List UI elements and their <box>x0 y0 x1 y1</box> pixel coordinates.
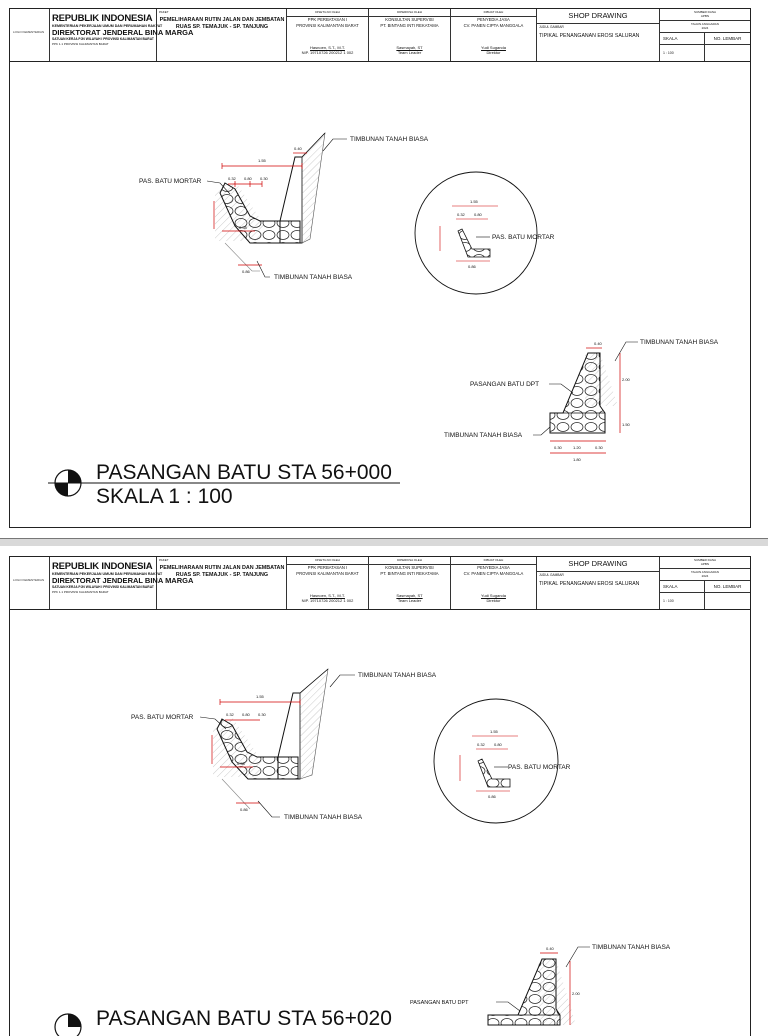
sheet-frame <box>9 556 751 1036</box>
drawing-type: SHOP DRAWING <box>537 557 659 572</box>
dpt-dim-2: 2.00 <box>572 991 580 996</box>
dpt-label-pasangan-batu: PASANGAN BATU DPT <box>470 381 540 388</box>
org-title: REPUBLIK INDONESIA <box>52 13 153 24</box>
org-ministry: KEMENTERIAN PEKERJAAN UMUM DAN PERUMAHAN RAKYAT <box>52 24 163 28</box>
retaining-wall-2 <box>410 944 671 1025</box>
dim-0-58: 0.58 <box>239 225 247 230</box>
embankment-hatch <box>302 133 325 243</box>
label-timbunan-bottom: TIMBUNAN TANAH BIASA <box>284 814 363 821</box>
dim-0-30: 0.30 <box>260 176 268 181</box>
dpt-dim-0-30-right: 0.30 <box>595 445 603 450</box>
channel-section-1 <box>139 133 429 281</box>
dim-1-55: 1.55 <box>256 694 264 699</box>
checked-name: Sasmayah, ST <box>396 593 423 598</box>
drawing-title-label: JUDUL GAMBAR <box>539 25 564 29</box>
dpt-label-timbunan-top: TIMBUNAN TANAH BIASA <box>640 339 719 346</box>
title-block <box>10 9 750 62</box>
paket-cell <box>157 9 287 61</box>
dpt-dim-1-80: 1.80 <box>573 457 581 462</box>
made-role: Direktur <box>486 597 501 603</box>
checked-cell <box>369 9 451 61</box>
label-timbunan-bottom: TIMBUNAN TANAH BIASA <box>274 274 353 281</box>
dim-0-30: 0.30 <box>258 712 266 717</box>
detail-dim-0-32: 0.32 <box>477 742 485 747</box>
scale-label: SKALA <box>660 581 705 592</box>
retaining-wall-1 <box>444 339 719 462</box>
detail-dim-1-55: 1.55 <box>490 729 498 734</box>
org-ministry: KEMENTERIAN PEKERJAAN UMUM DAN PERUMAHAN RAKYAT <box>52 572 163 576</box>
made-name: Yudi Suganda <box>481 45 506 50</box>
dim-1-55: 1.55 <box>258 158 266 163</box>
detail-stone <box>458 229 490 257</box>
section-title-1 <box>48 461 400 508</box>
dim-0-32: 0.32 <box>228 176 236 181</box>
org-detail: PPK 1.1 PROVINSI KALIMANTAN BARAT <box>52 590 109 594</box>
checked-line2: PT. BINTANG INTI REKATAMA <box>380 570 439 576</box>
drawing-sheet-2 <box>0 546 768 1030</box>
drawing-title-label: JUDUL GAMBAR <box>539 573 564 577</box>
source-value: APBN <box>700 14 710 18</box>
org-title: REPUBLIK INDONESIA <box>52 561 153 572</box>
dpt-label-timbunan-top: TIMBUNAN TANAH BIASA <box>592 944 671 951</box>
made-line1: PENYEDIA JASA <box>477 565 510 570</box>
year-label: TAHUN ANGGARAN <box>691 22 719 26</box>
base-line <box>225 243 252 271</box>
detail-dim-1-55: 1.55 <box>470 199 478 204</box>
approved-line1: PPK PERBATASAN I <box>307 17 348 22</box>
made-name: Yudi Suganda <box>481 593 506 598</box>
dpt-dim-0-40: 0.40 <box>594 341 602 346</box>
channel-section-2 <box>131 669 437 821</box>
made-line1: PENYEDIA JASA <box>477 17 510 22</box>
paket-value: PEMELIHARAAN RUTIN JALAN DAN JEMBATAN RUAS SP. TEMAJUK - SP. TANJUNG <box>159 17 285 30</box>
label-pas-batu-mortar: PAS. BATU MORTAR <box>139 178 202 185</box>
logo-cell <box>10 557 50 609</box>
approved-cell <box>287 9 369 61</box>
dpt-dim-0-40: 0.40 <box>546 946 554 951</box>
approved-name: Hasnoen, S.T., M.T. <box>310 593 345 598</box>
approved-line2: PROVINSI KALIMANTAN BARAT <box>296 570 359 576</box>
made-line2: CV. PANEN CIPTA MANGGALA <box>463 570 524 576</box>
drawing-title: TIPIKAL PENANGANAN EROSI SALURAN <box>539 33 640 39</box>
made-cell <box>451 9 537 61</box>
checked-line1: KONSULTAN SUPERVISI <box>385 565 434 570</box>
title-block <box>10 557 750 610</box>
detail-dim-0-86: 0.86 <box>468 264 476 269</box>
logo-caption: LOGO KEMENTERIAN <box>13 578 45 582</box>
drawing-area <box>10 61 750 527</box>
dpt-dim-1-20: 1.20 <box>573 445 581 450</box>
sheet-label: NO. LEMBAR <box>713 36 742 41</box>
detail-label-pas-batu: PAS. BATU MORTAR <box>492 234 555 241</box>
scale-label: SKALA <box>660 33 705 44</box>
section-title-text: PASANGAN BATU STA 56+000 <box>96 461 392 484</box>
source-value: APBN <box>700 562 710 566</box>
shop-drawing-cell <box>537 9 660 61</box>
dim-0-80: 0.80 <box>242 712 250 717</box>
detail-circle <box>415 172 555 294</box>
year-value: 2024 <box>701 26 709 30</box>
paket-label: PAKET <box>159 10 169 14</box>
approved-cell <box>287 557 369 609</box>
label-timbunan-top: TIMBUNAN TANAH BIASA <box>350 136 429 143</box>
label-pas-batu-mortar: PAS. BATU MORTAR <box>131 714 194 721</box>
approved-nip: NIP. 19710726 200212 1 002 <box>301 597 354 603</box>
source-label: SUMBER DANA <box>693 558 716 562</box>
detail-circle-outline <box>434 699 558 823</box>
sheet-frame <box>9 8 751 528</box>
dim-0-58: 0.58 <box>237 761 245 766</box>
drawing-canvas-1 <box>10 61 750 527</box>
logo-caption: LOGO KEMENTERIAN <box>13 30 45 34</box>
made-line2: CV. PANEN CIPTA MANGGALA <box>463 22 524 28</box>
approved-line1: PPK PERBATASAN I <box>307 565 348 570</box>
org-unit: SATUAN KERJA PJN WILAYAH I PROVINSI KALIMANTAN BARAT <box>52 585 154 589</box>
section-scale-text: SKALA 1 : 100 <box>96 485 233 508</box>
paket-label: PAKET <box>159 558 169 562</box>
approved-line2: PROVINSI KALIMANTAN BARAT <box>296 22 359 28</box>
dpt-dim-2: 2.00 <box>622 377 630 382</box>
year-value: 2024 <box>701 574 709 578</box>
dim-0-32: 0.32 <box>226 712 234 717</box>
checked-cell <box>369 557 451 609</box>
checked-line2: PT. BINTANG INTI REKATAMA <box>380 22 439 28</box>
drawing-canvas-2 <box>10 609 750 1030</box>
dpt-label-timbunan-bottom: TIMBUNAN TANAH BIASA <box>444 432 523 439</box>
approved-name: Hasnoen, S.T., M.T. <box>310 45 345 50</box>
made-label: DIBUAT OLEH <box>451 9 536 17</box>
section-title-text: PASANGAN BATU STA 56+020 <box>96 1007 392 1030</box>
org-directorate: DIREKTORAT JENDERAL BINA MARGA <box>52 576 194 585</box>
dim-0-86: 0.86 <box>240 807 248 812</box>
section-title-2 <box>55 1007 392 1036</box>
dpt-dim-0-30-left: 0.30 <box>554 445 562 450</box>
drawing-area <box>10 609 750 1030</box>
detail-circle-outline <box>415 172 537 294</box>
scale-value: 1 : 100 <box>660 593 705 609</box>
approved-nip: NIP. 19710726 200212 1 002 <box>301 49 354 55</box>
dpt-label-pasangan-batu: PASANGAN BATU DPT <box>410 1000 469 1006</box>
checked-name: Sasmayah, ST <box>396 45 423 50</box>
detail-circle-2 <box>434 699 571 823</box>
paket-cell <box>157 557 287 609</box>
org-detail: PPK 1.1 PROVINSI KALIMANTAN BARAT <box>52 42 109 46</box>
year-label: TAHUN ANGGARAN <box>691 570 719 574</box>
drawing-title: TIPIKAL PENANGANAN EROSI SALURAN <box>539 581 640 587</box>
detail-dim-0-80: 0.80 <box>494 742 502 747</box>
dim-0-86: 0.86 <box>242 269 250 274</box>
logo-cell <box>10 9 50 61</box>
detail-label-pas-batu: PAS. BATU MORTAR <box>508 764 571 771</box>
sheet-label: NO. LEMBAR <box>713 584 742 589</box>
checked-label: DIPERIKSA OLEH <box>369 9 450 17</box>
checked-role: Team Leader <box>397 49 422 55</box>
made-cell <box>451 557 537 609</box>
made-label: DIBUAT OLEH <box>451 557 536 565</box>
dpt-stone <box>550 353 605 433</box>
checked-role: Team Leader <box>397 597 422 603</box>
detail-dim-0-80: 0.80 <box>474 212 482 217</box>
dim-0-40: 0.40 <box>294 146 302 151</box>
meta-cell <box>660 9 750 61</box>
org-directorate: DIREKTORAT JENDERAL BINA MARGA <box>52 28 194 37</box>
label-timbunan-top: TIMBUNAN TANAH BIASA <box>358 672 437 679</box>
embankment-hatch <box>300 669 328 779</box>
dpt-dim-1-50: 1.50 <box>622 422 630 427</box>
checked-line1: KONSULTAN SUPERVISI <box>385 17 434 22</box>
detail-dim-0-32: 0.32 <box>457 212 465 217</box>
shop-drawing-cell <box>537 557 660 609</box>
source-label: SUMBER DANA <box>693 10 716 14</box>
org-unit: SATUAN KERJA PJN WILAYAH I PROVINSI KALIMANTAN BARAT <box>52 37 154 41</box>
dim-0-80: 0.80 <box>244 176 252 181</box>
checked-label: DIPERIKSA OLEH <box>369 557 450 565</box>
paket-value: PEMELIHARAAN RUTIN JALAN DAN JEMBATAN RUAS SP. TEMAJUK - SP. TANJUNG <box>159 565 285 578</box>
drawing-type: SHOP DRAWING <box>537 9 659 24</box>
meta-cell <box>660 557 750 609</box>
approved-label: DISETUJUI OLEH <box>287 9 368 17</box>
approved-label: DISETUJUI OLEH <box>287 557 368 565</box>
detail-dim-0-86: 0.86 <box>488 794 496 799</box>
made-role: Direktur <box>486 49 501 55</box>
scale-value: 1 : 100 <box>660 45 705 61</box>
